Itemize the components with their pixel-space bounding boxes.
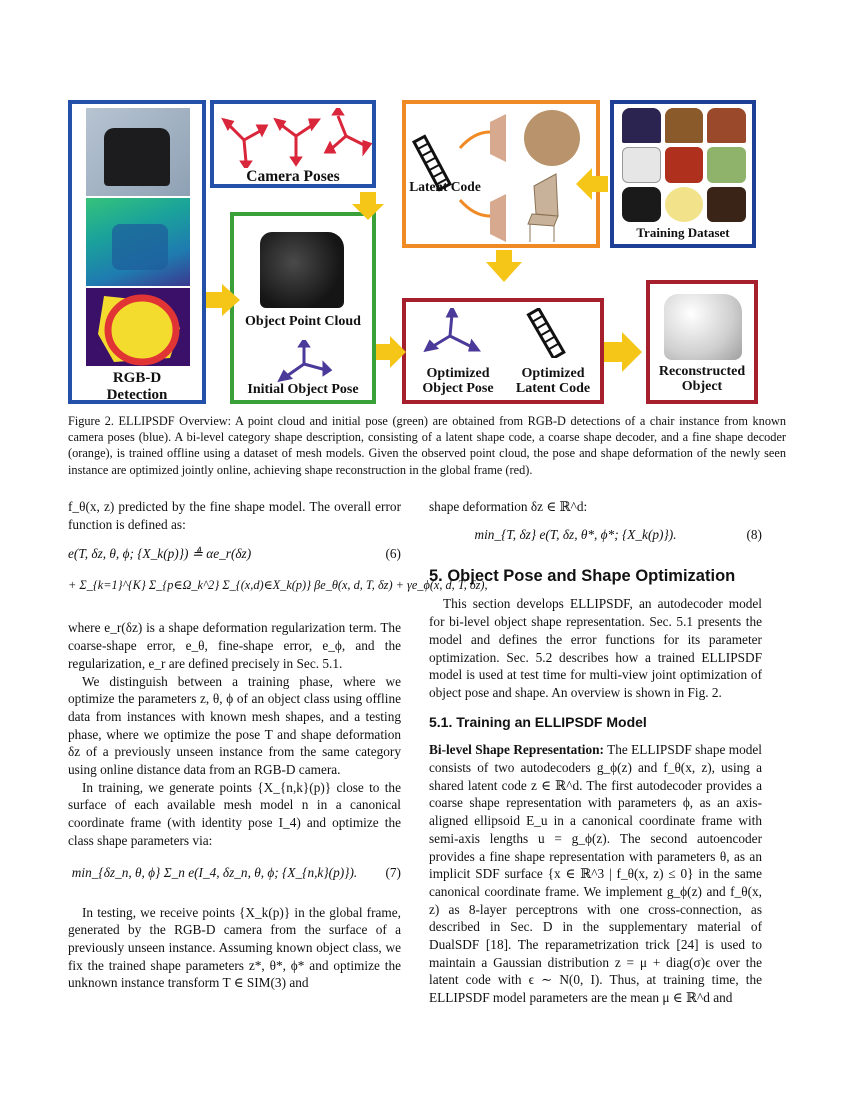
reconstructed-object-label: Reconstructed Object [658, 364, 746, 395]
training-dataset-label: Training Dataset [636, 225, 730, 240]
flow-arrows [62, 96, 792, 408]
equation-6-line1 [68, 545, 401, 567]
left-paragraph-1: f_θ(x, z) predicted by the fine shape model. The overall error function is defined as: [68, 499, 401, 532]
left-paragraph-4: In training, we generate points {X_{n,k}(p)} close to the surface of each available mesh model n in a canonical coordinate frame (with identity pose I_4) and optimize the class shape parameters via: [68, 779, 401, 848]
equation-6-line1-text: e(T, δz, θ, ϕ; {X_k(p)}) ≜ αe_r(δz) [68, 546, 252, 562]
arrow-optimized-to-reconstructed [604, 332, 642, 372]
figure-caption-text: Figure 2. ELLIPSDF Overview: A point cloud and initial pose (green) are obtained from RGB-D detections of a chair instance from known camera poses (blue). A bi-level category shape description, consisting of a latent shape code, a coarse shape decoder, and a fine shape decoder (orange), is trained offline using a dataset of mesh models. Given the observed point cloud, the pose and shape deformation of the newly seen instance are optimized jointly online, achieving shape reconstruction in the global frame (red). [68, 414, 786, 477]
runin-heading: Bi-level Shape Representation: [429, 742, 604, 758]
object-point-cloud-label: Object Point Cloud [245, 314, 361, 329]
right-paragraph-1: shape deformation δz ∈ ℝ^d: [429, 499, 588, 514]
arrow-latent-to-optimized [486, 250, 522, 282]
left-column [68, 498, 488, 992]
figure-caption [68, 413, 786, 478]
camera-poses-label: Camera Poses [246, 168, 340, 185]
right-paragraph-3-text: The ELLIPSDF shape model consists of two autodecoders g_ϕ(z) and f_θ(x, z), using a shared latent code z ∈ ℝ^d. The first autodecoder provides a coarse shape representation with parameters ϕ, as an axis-aligned ellipsoid E_u in a canonical coordinate frame with semi-axis lengths u = g_ϕ(z). The second autoencoder provides a fine shape representation with parameters θ, as an implicit SDF surface {x ∈ ℝ^3 | f_θ(x, z) ≤ 0} in the same canonical coordinate frame. We implement g_ϕ(z) and f_θ(x, z) as 8-layer perceptrons with one cross-connection, as described in Sec. D in the supplementary material of DualSDF [18]. The reparametrization trick [24] is used to maintain a Gaussian distribution z = μ + diag(σ)ϵ over the latent code with ϵ ∼ N(0, I). Thus, at training time, the ELLIPSDF model parameters are the mean μ ∈ ℝ^d and [429, 742, 762, 1006]
latent-code-label: Latent Code [409, 179, 481, 194]
rgbd-detection-label: RGB-D Detection [106, 370, 168, 403]
overview-figure [62, 96, 792, 408]
equation-7-number: (7) [385, 864, 401, 880]
arrow-dataset-to-latent [576, 168, 608, 200]
arrow-camera-to-pointcloud [352, 192, 384, 220]
left-paragraph-2: where e_r(δz) is a shape deformation regularization term. The coarse-shape error, e_θ, fine-shape error, e_ϕ, and the regularization, e_r are defined precisely in Sec. 5.1. [68, 620, 401, 671]
equation-8-number: (8) [746, 526, 762, 542]
equation-8-text: min_{T, δz} e(T, δz, θ*, ϕ*; {X_k(p)}). [474, 526, 677, 542]
equation-6-line2 [68, 567, 488, 609]
arrow-pointcloud-to-optimized [376, 336, 406, 368]
right-paragraph-2: This section develops ELLIPSDF, an autodecoder model for bi-level object shape representation. Sec. 5.1 presents the model and defines the error functions for its parameter optimization. Sec. 5.2 describes how a trained ELLIPSDF model is used at test time for multi-view joint optimization of object pose and shape. An overview is shown in Fig. 2. [429, 596, 762, 700]
initial-object-pose-label: Initial Object Pose [247, 382, 359, 397]
section-5-1-heading: 5.1. Training an ELLIPSDF Model [429, 713, 647, 730]
right-paragraph-3 [429, 741, 762, 1007]
equation-6-number: (6) [385, 546, 401, 562]
optimized-object-pose-label: Optimized Object Pose [422, 366, 494, 397]
equation-7-text: min_{δz_n, θ, ϕ} Σ_n e(I_4, δz_n, θ, ϕ; {X_{n,k}(p)}). [71, 864, 358, 880]
section-5-heading: 5. Object Pose and Shape Optimization [429, 566, 736, 585]
left-paragraph-5: In testing, we receive points {X_k(p)} in the global frame, generated by the RGB-D camera from the surface of a previously unseen instance. Assuming known object class, we fix the trained shape parameters z*, θ*, ϕ* and optimize the unknown instance transform T ∈ SIM(3) and [68, 904, 401, 991]
equation-8 [429, 526, 762, 556]
equation-6-line2-text: + Σ_{k=1}^{K} Σ_{p∈Ω_k^2} Σ_{(x,d)∈X_k(p)} βe_θ(x, d, T, δz) + γe_ϕ(x, d, T, δz), [68, 578, 488, 593]
right-column [429, 498, 762, 1007]
optimized-latent-code-label: Optimized Latent Code [515, 366, 591, 397]
equation-7 [68, 864, 401, 894]
arrow-rgbd-to-pointcloud [206, 284, 240, 316]
left-paragraph-3: We distinguish between a training phase, where we optimize the parameters z, θ, ϕ of an object class using offline data from instances with known mesh shapes, and a testing phase, where we optimize the pose T and shape deformation δz of a previously unseen instance from the same category using online distance data from an RGB-D camera. [68, 673, 401, 778]
